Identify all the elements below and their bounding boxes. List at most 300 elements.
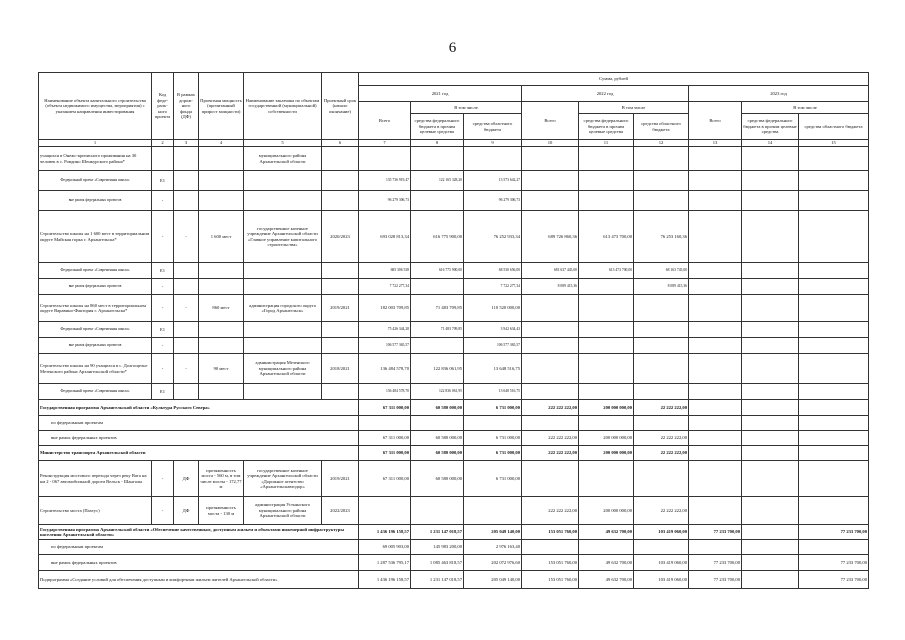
row-value-cell xyxy=(359,416,411,431)
header-fed-2023: средства федерального бюджета в прочим целевые средства xyxy=(742,114,799,140)
row-value-cell xyxy=(634,461,689,497)
row-code-cell: - xyxy=(152,354,174,384)
header-reg-2023: средства областного бюджета xyxy=(799,114,869,140)
row-value-cell xyxy=(411,279,464,295)
row-value-cell xyxy=(742,384,799,400)
table-row xyxy=(39,263,869,279)
row-value-cell xyxy=(742,211,799,263)
col-num: 3 xyxy=(174,140,199,147)
row-code-cell: Е1 xyxy=(152,384,174,400)
col-num: 2 xyxy=(152,140,174,147)
row-value-cell xyxy=(522,295,579,322)
row-name-cell: по федеральным проектам xyxy=(39,416,359,431)
row-value-cell: 135 736 919,47 xyxy=(359,171,411,191)
col-num: 7 xyxy=(359,140,411,147)
row-customer-cell: администрация Мезенского муниципального района Архангельской области xyxy=(244,354,322,384)
row-value-cell: 685 306 538 xyxy=(359,263,411,279)
row-customer-cell: администрация городского округа «Город Архангельск» xyxy=(244,295,322,322)
row-name-cell: Государственная программа Архангельской области «Культура Русского Севера» xyxy=(39,400,359,416)
row-period-cell xyxy=(322,263,359,279)
row-capacity-cell xyxy=(199,322,244,338)
row-value-cell xyxy=(742,263,799,279)
row-code-cell: - xyxy=(152,295,174,322)
row-period-cell xyxy=(322,322,359,338)
header-year-2021: 2021 год xyxy=(359,86,522,102)
row-customer-cell xyxy=(244,384,322,400)
row-value-cell xyxy=(742,400,799,416)
row-value-cell xyxy=(579,354,634,384)
row-capacity-cell xyxy=(199,147,244,171)
col-num: 5 xyxy=(244,140,322,147)
row-type-cell xyxy=(174,279,199,295)
table-row xyxy=(39,295,869,322)
row-value-cell xyxy=(634,147,689,171)
row-capacity-cell xyxy=(199,338,244,354)
column-numbers-row xyxy=(39,140,869,147)
row-value-cell: 689 726 860,36 xyxy=(522,211,579,263)
row-value-cell xyxy=(579,416,634,431)
row-value-cell xyxy=(689,279,742,295)
col-num: 13 xyxy=(689,140,742,147)
row-code-cell xyxy=(152,147,174,171)
row-value-cell: 205 049 140,00 xyxy=(464,571,522,589)
row-value-cell xyxy=(799,295,869,322)
row-value-cell xyxy=(689,295,742,322)
row-value-cell xyxy=(579,338,634,354)
row-name-cell: Государственная программа Архангельской области «Обеспечение качественным, доступным жильем и объектами инженерной инфраструктуры населения Архангельской области» xyxy=(39,525,359,540)
row-value-cell xyxy=(411,497,464,525)
row-value-cell: 681 637 445,00 xyxy=(522,263,579,279)
row-value-cell: 122 836 061,95 xyxy=(411,384,464,400)
table-row xyxy=(39,416,869,431)
row-value-cell xyxy=(799,416,869,431)
row-value-cell xyxy=(742,461,799,497)
row-name-cell: Строительство школы на 90 учащихся в с. Долгощелье Мезенского района Архангельской области* xyxy=(39,354,152,384)
row-value-cell: 200 000 000,00 xyxy=(579,400,634,416)
header-year-2022: 2022 год xyxy=(522,86,689,102)
row-value-cell xyxy=(742,191,799,211)
header-total-2021: Всего xyxy=(359,102,411,140)
row-value-cell: 71 483 709,85 xyxy=(411,322,464,338)
row-period-cell xyxy=(322,279,359,295)
row-value-cell xyxy=(634,354,689,384)
col-num: 1 xyxy=(39,140,152,147)
row-value-cell xyxy=(742,338,799,354)
table-row xyxy=(39,461,869,497)
row-value-cell xyxy=(522,171,579,191)
table-row xyxy=(39,211,869,263)
row-value-cell: 96 279 306,73 xyxy=(464,191,522,211)
row-type-cell xyxy=(174,322,199,338)
row-value-cell xyxy=(522,461,579,497)
row-value-cell xyxy=(799,263,869,279)
header-incl-2023: В том числе xyxy=(742,102,869,114)
row-value-cell xyxy=(522,354,579,384)
row-value-cell xyxy=(689,461,742,497)
row-value-cell: 77 233 700,00 xyxy=(689,571,742,589)
col-num: 10 xyxy=(522,140,579,147)
table-row xyxy=(39,555,869,571)
row-value-cell xyxy=(411,416,464,431)
row-name-cell: Строительство школы на 1 600 мест в территориальном округе Майская горка г. Архангельска* xyxy=(39,211,152,263)
row-value-cell xyxy=(742,555,799,571)
row-capacity-cell: протяженность моста - 130 м xyxy=(199,497,244,525)
row-name-cell: Реконструкция мостового перехода через реку Вага на км 2 - 067 автомобильной дороги Вельск - Шангалы xyxy=(39,461,152,497)
row-customer-cell xyxy=(244,191,322,211)
col-num: 4 xyxy=(199,140,244,147)
row-value-cell: 6 731 000,00 xyxy=(464,461,522,497)
row-value-cell: 77 233 700,00 xyxy=(799,555,869,571)
row-value-cell: 77 233 700,00 xyxy=(689,525,742,540)
row-value-cell xyxy=(689,497,742,525)
table-row xyxy=(39,431,869,446)
row-value-cell: 67 311 000,00 xyxy=(359,400,411,416)
row-type-cell xyxy=(174,384,199,400)
row-capacity-cell xyxy=(199,263,244,279)
row-type-cell xyxy=(174,338,199,354)
header-fed-2022: средства федерального бюджета в прочим целевые средства xyxy=(579,114,634,140)
row-value-cell: 2 976 163,40 xyxy=(464,540,522,555)
row-period-cell: 2022/2023 xyxy=(322,497,359,525)
row-customer-cell xyxy=(244,338,322,354)
row-value-cell: 616 775 900,00 xyxy=(411,211,464,263)
row-period-cell: 2019/2021 xyxy=(322,461,359,497)
row-type-cell: ДФ xyxy=(174,461,199,497)
row-value-cell: 103 419 060,00 xyxy=(634,571,689,589)
row-name-cell: по федеральным проектам xyxy=(39,540,359,555)
row-value-cell: 136 484 578,70 xyxy=(359,354,411,384)
row-period-cell xyxy=(322,338,359,354)
row-value-cell: 60 580 000,00 xyxy=(411,461,464,497)
row-value-cell xyxy=(522,322,579,338)
row-code-cell: - xyxy=(152,211,174,263)
row-type-cell xyxy=(174,263,199,279)
row-value-cell: 22 222 222,00 xyxy=(634,497,689,525)
table-row xyxy=(39,446,869,461)
row-value-cell: 77 233 700,00 xyxy=(799,571,869,589)
row-value-cell: 60 580 000,00 xyxy=(411,446,464,461)
header-total-2023: Всего xyxy=(689,102,742,140)
table-row xyxy=(39,171,869,191)
row-value-cell: 76 253 160,36 xyxy=(634,211,689,263)
row-value-cell: 49 632 700,00 xyxy=(579,555,634,571)
row-value-cell: 110 520 000,00 xyxy=(464,295,522,322)
row-value-cell: 75 426 344,28 xyxy=(359,322,411,338)
table-row xyxy=(39,147,869,171)
row-value-cell xyxy=(799,354,869,384)
row-capacity-cell xyxy=(199,279,244,295)
header-reg-2021: средства областного бюджета xyxy=(464,114,522,140)
table-row xyxy=(39,497,869,525)
row-name-cell: Федеральный проект «Современная школа» xyxy=(39,171,152,191)
row-name-cell: Министерство транспорта Архангельской области xyxy=(39,446,359,461)
row-code-cell: - xyxy=(152,461,174,497)
row-value-cell xyxy=(689,540,742,555)
row-value-cell xyxy=(689,400,742,416)
row-value-cell: 8 089 415,36 xyxy=(634,279,689,295)
row-value-cell: 222 222 222,00 xyxy=(522,446,579,461)
row-value-cell xyxy=(522,384,579,400)
row-value-cell: 60 580 000,00 xyxy=(411,431,464,446)
col-num: 15 xyxy=(799,140,869,147)
row-name-cell: Строительство школы на 860 мест в территориальном округе Варавино-Фактория г. Архангельска* xyxy=(39,295,152,322)
row-value-cell xyxy=(579,279,634,295)
table-body xyxy=(39,147,869,589)
row-name-cell: Федеральный проект «Современная школа» xyxy=(39,263,152,279)
row-period-cell xyxy=(322,384,359,400)
table-row xyxy=(39,354,869,384)
row-value-cell xyxy=(579,461,634,497)
row-capacity-cell: протяженность моста - 560 м, в том числе мосты - 172,77 м xyxy=(199,461,244,497)
header-customer: Наименование заказчика по объектам государственной (муниципальной) собственности xyxy=(244,73,322,140)
row-value-cell xyxy=(689,338,742,354)
row-value-cell: 77 233 700,00 xyxy=(799,525,869,540)
col-num: 12 xyxy=(634,140,689,147)
row-type-cell: - xyxy=(174,295,199,322)
row-value-cell xyxy=(742,171,799,191)
row-value-cell: 182 003 709,85 xyxy=(359,295,411,322)
row-value-cell xyxy=(634,540,689,555)
row-value-cell: 202 072 976,60 xyxy=(464,555,522,571)
row-period-cell xyxy=(322,191,359,211)
row-type-cell: ДФ xyxy=(174,497,199,525)
row-value-cell xyxy=(522,338,579,354)
row-value-cell: 49 632 700,00 xyxy=(579,525,634,540)
table-row xyxy=(39,400,869,416)
row-value-cell: 7 722 277,34 xyxy=(359,279,411,295)
row-value-cell: 13 648 516,75 xyxy=(464,354,522,384)
row-value-cell xyxy=(359,497,411,525)
row-value-cell: 136 484 578,70 xyxy=(359,384,411,400)
col-num: 11 xyxy=(579,140,634,147)
row-value-cell xyxy=(799,171,869,191)
row-value-cell: 68 530 656,00 xyxy=(464,263,522,279)
row-value-cell: 3 942 634,43 xyxy=(464,322,522,338)
table-row xyxy=(39,571,869,589)
page-number: 6 xyxy=(448,40,457,56)
row-value-cell xyxy=(689,191,742,211)
row-value-cell: 22 222 222,00 xyxy=(634,400,689,416)
row-value-cell: 60 580 000,00 xyxy=(411,400,464,416)
table-row xyxy=(39,279,869,295)
row-value-cell xyxy=(742,497,799,525)
row-value-cell xyxy=(579,191,634,211)
row-code-cell: Е1 xyxy=(152,171,174,191)
row-value-cell xyxy=(579,540,634,555)
row-value-cell xyxy=(634,384,689,400)
header-year-2023: 2023 год xyxy=(689,86,869,102)
row-value-cell: 153 051 760,00 xyxy=(522,555,579,571)
row-value-cell xyxy=(522,191,579,211)
row-customer-cell: муниципального района Архангельской области xyxy=(244,147,322,171)
row-value-cell: 13 648 516,75 xyxy=(464,384,522,400)
row-period-cell: 2018/2021 xyxy=(322,354,359,384)
row-value-cell: 67 311 000,00 xyxy=(359,446,411,461)
row-value-cell xyxy=(742,446,799,461)
col-num: 6 xyxy=(322,140,359,147)
row-customer-cell xyxy=(244,263,322,279)
col-num: 8 xyxy=(411,140,464,147)
row-value-cell: 103 419 060,00 xyxy=(634,555,689,571)
row-value-cell: 693 028 813,34 xyxy=(359,211,411,263)
table-row xyxy=(39,540,869,555)
row-value-cell xyxy=(742,295,799,322)
row-value-cell xyxy=(689,431,742,446)
row-customer-cell: государственное казенное учреждение Архангельской области «Главное управление капитального строительства» xyxy=(244,211,322,263)
row-value-cell xyxy=(742,416,799,431)
row-value-cell: 1 231 147 018,57 xyxy=(411,571,464,589)
row-value-cell: 106 577 365,57 xyxy=(359,338,411,354)
row-value-cell xyxy=(411,191,464,211)
row-value-cell: 6 731 000,00 xyxy=(464,400,522,416)
row-name-cell: вне рамок федеральных проектов xyxy=(39,191,152,211)
row-value-cell xyxy=(799,384,869,400)
row-value-cell xyxy=(742,431,799,446)
row-customer-cell xyxy=(244,279,322,295)
row-value-cell: 1 436 196 158,57 xyxy=(359,571,411,589)
row-value-cell xyxy=(522,416,579,431)
row-value-cell xyxy=(359,147,411,171)
row-value-cell: 222 222 222,00 xyxy=(522,431,579,446)
header-reg-2022: средства областного бюджета xyxy=(634,114,689,140)
row-value-cell xyxy=(634,322,689,338)
header-period: Проектный срок (начало окончание) xyxy=(322,73,359,140)
table-row xyxy=(39,338,869,354)
row-value-cell xyxy=(799,431,869,446)
row-value-cell xyxy=(464,416,522,431)
row-name-cell: Строительство моста (Пахтус) xyxy=(39,497,152,525)
row-value-cell: 67 311 000,00 xyxy=(359,431,411,446)
row-value-cell: 71 483 709,85 xyxy=(411,295,464,322)
row-value-cell xyxy=(634,295,689,322)
row-value-cell: 1 436 196 158,57 xyxy=(359,525,411,540)
row-value-cell xyxy=(579,384,634,400)
row-value-cell: 6 731 000,00 xyxy=(464,431,522,446)
row-type-cell xyxy=(174,191,199,211)
investment-table xyxy=(38,72,869,589)
row-value-cell xyxy=(579,295,634,322)
row-value-cell: 7 722 277,34 xyxy=(464,279,522,295)
row-value-cell xyxy=(799,279,869,295)
row-value-cell: 205 049 140,00 xyxy=(464,525,522,540)
row-value-cell: 122 836 061,95 xyxy=(411,354,464,384)
row-value-cell xyxy=(689,384,742,400)
header-capacity: Проектная мощность (прочитанный прирост мощности) xyxy=(199,73,244,140)
row-value-cell: 153 051 760,00 xyxy=(522,571,579,589)
row-value-cell: 69 005 903,00 xyxy=(359,540,411,555)
row-value-cell xyxy=(689,322,742,338)
row-value-cell xyxy=(634,171,689,191)
row-period-cell: 2020/2023 xyxy=(322,211,359,263)
row-period-cell: 2019/2021 xyxy=(322,295,359,322)
row-value-cell: 77 233 700,00 xyxy=(689,555,742,571)
row-value-cell xyxy=(799,497,869,525)
row-name-cell: вне рамок федеральных проектов xyxy=(39,431,359,446)
row-name-cell: вне рамок федеральных проектов xyxy=(39,279,152,295)
row-value-cell: 68 163 745,00 xyxy=(634,263,689,279)
row-customer-cell: государственное казенное учреждение Архангельской области «Дорожное агентство «Архангельскавтодор» xyxy=(244,461,322,497)
row-value-cell xyxy=(799,191,869,211)
row-value-cell xyxy=(689,354,742,384)
row-value-cell: 67 311 000,00 xyxy=(359,461,411,497)
row-value-cell xyxy=(522,540,579,555)
header-sum-title: Сумма, рублей xyxy=(359,73,869,86)
row-capacity-cell xyxy=(199,191,244,211)
row-customer-cell: администрация Устьянского муниципального района Архангельской области xyxy=(244,497,322,525)
row-value-cell xyxy=(411,147,464,171)
row-name-cell: Подпрограмма «Создание условий для обеспечения доступным и комфортным жильем жителей Архангельской области» xyxy=(39,571,359,589)
row-value-cell xyxy=(799,400,869,416)
row-customer-cell xyxy=(244,322,322,338)
row-capacity-cell: 90 мест xyxy=(199,354,244,384)
row-value-cell: 613 473 700,00 xyxy=(579,263,634,279)
row-value-cell: 96 279 306,73 xyxy=(359,191,411,211)
row-name-cell: Федеральный проект «Современная школа» xyxy=(39,322,152,338)
row-value-cell xyxy=(411,338,464,354)
row-value-cell xyxy=(742,322,799,338)
row-value-cell xyxy=(634,338,689,354)
row-value-cell xyxy=(799,338,869,354)
row-capacity-cell xyxy=(199,171,244,191)
row-value-cell: 22 222 222,00 xyxy=(634,446,689,461)
row-value-cell: 22 222 222,00 xyxy=(634,431,689,446)
row-value-cell: 8 089 415,36 xyxy=(522,279,579,295)
row-type-cell: - xyxy=(174,354,199,384)
row-value-cell xyxy=(634,416,689,431)
row-customer-cell xyxy=(244,171,322,191)
table-row xyxy=(39,322,869,338)
row-value-cell xyxy=(689,171,742,191)
row-name-cell: вне рамок федеральных проектов xyxy=(39,555,359,571)
row-value-cell xyxy=(689,446,742,461)
table-row xyxy=(39,525,869,540)
row-value-cell: 103 419 060,00 xyxy=(634,525,689,540)
row-value-cell: 200 000 000,00 xyxy=(579,446,634,461)
row-capacity-cell: 1 600 мест xyxy=(199,211,244,263)
row-name-cell: вне рамок федеральных проектов xyxy=(39,338,152,354)
row-value-cell xyxy=(799,446,869,461)
col-num: 9 xyxy=(464,140,522,147)
header-incl-2021: В том числе xyxy=(411,102,522,114)
row-code-cell: - xyxy=(152,338,174,354)
row-value-cell xyxy=(742,279,799,295)
header-code: Код феде-раль-ного проекта xyxy=(152,73,174,140)
row-value-cell: 1 231 147 018,57 xyxy=(411,525,464,540)
row-capacity-cell xyxy=(199,384,244,400)
row-value-cell xyxy=(522,147,579,171)
row-value-cell: 200 000 000,00 xyxy=(579,497,634,525)
row-value-cell xyxy=(634,191,689,211)
row-value-cell: 13 573 642,27 xyxy=(464,171,522,191)
row-value-cell xyxy=(799,322,869,338)
row-value-cell xyxy=(689,211,742,263)
row-value-cell: 6 731 000,00 xyxy=(464,446,522,461)
row-value-cell: 222 222 222,00 xyxy=(522,400,579,416)
row-value-cell: 49 632 700,00 xyxy=(579,571,634,589)
header-incl-2022: В том числе xyxy=(579,102,689,114)
row-name-cell: Федеральный проект «Современная школа» xyxy=(39,384,152,400)
row-type-cell xyxy=(174,147,199,171)
row-value-cell: 616 775 900,00 xyxy=(411,263,464,279)
row-value-cell xyxy=(799,147,869,171)
row-value-cell xyxy=(799,211,869,263)
header-name: Наименование объекта капитального строительства (объекта недвижимого имущества, мероприятия) с указанием направления инвестирования xyxy=(39,73,152,140)
row-value-cell xyxy=(579,322,634,338)
row-code-cell: - xyxy=(152,191,174,211)
row-value-cell: 200 000 000,00 xyxy=(579,431,634,446)
row-value-cell: 122 165 328,20 xyxy=(411,171,464,191)
row-name-cell: учащихся в Онежс-кризисного проживания на 30 человек в с. Ровдино Шенкурского района* xyxy=(39,147,152,171)
